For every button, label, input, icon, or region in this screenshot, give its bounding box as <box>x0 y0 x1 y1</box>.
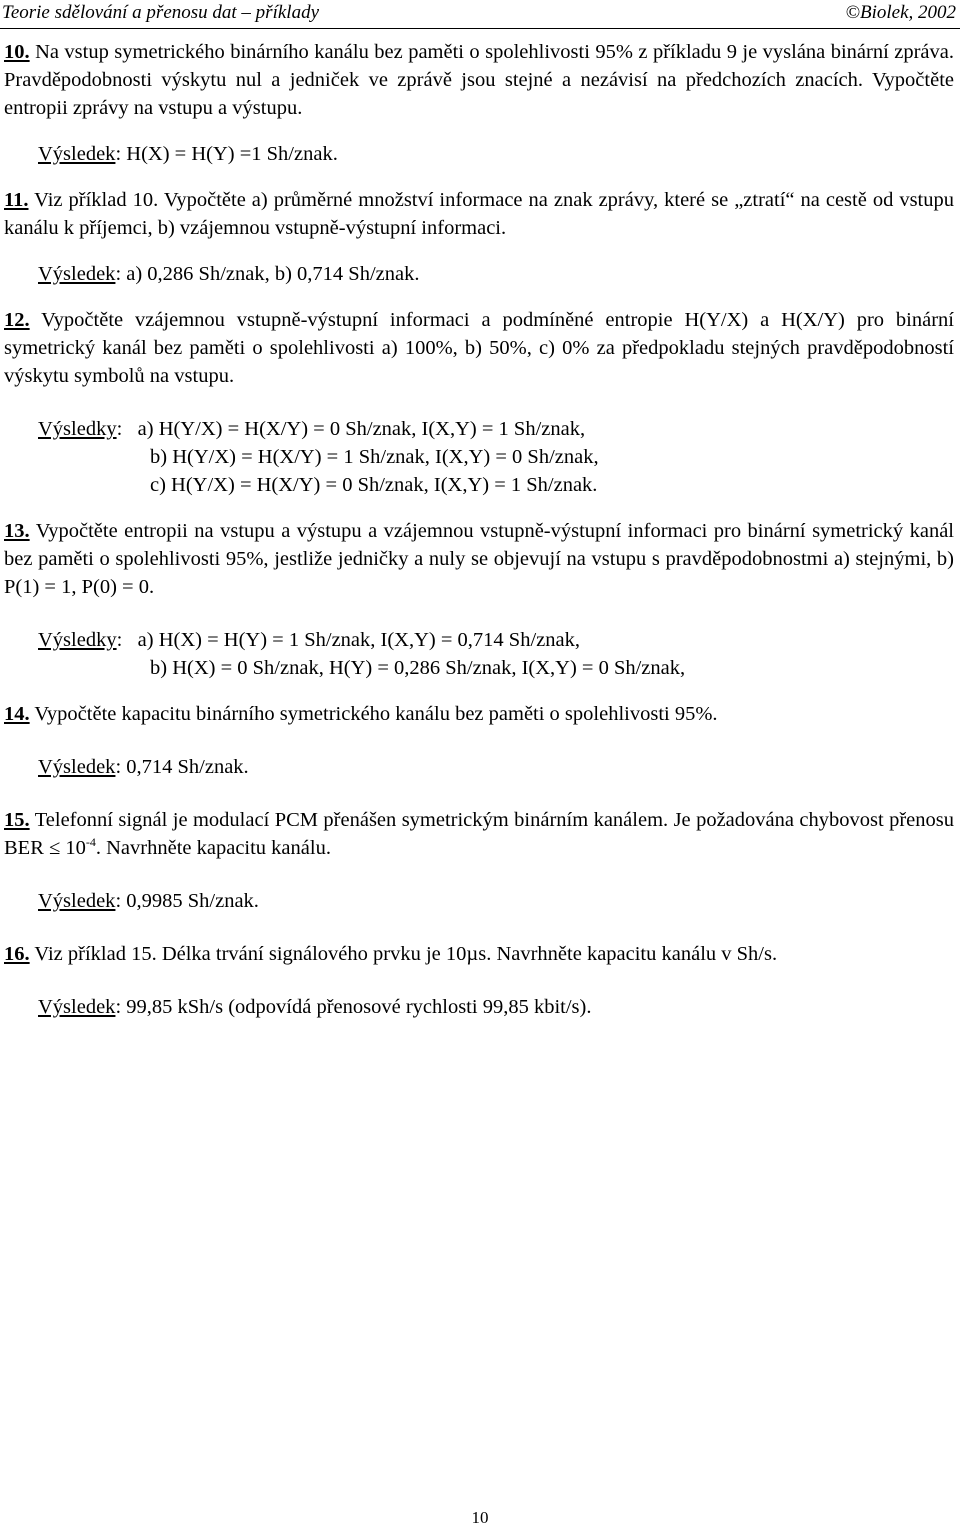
result-label: Výsledek <box>38 756 116 778</box>
result-16 <box>38 993 954 1021</box>
header-rule <box>0 28 960 29</box>
problem-14 <box>4 700 954 728</box>
result-text: : a) H(X) = H(Y) = 1 Sh/znak, I(X,Y) = 0,714 Sh/znak, <box>116 629 580 651</box>
result-label: Výsledek <box>38 263 116 285</box>
problem-text: Vypočtěte entropii na vstupu a výstupu a vzájemnou vstupně-výstupní informaci pro binární symetrický kanál bez paměti o spolehlivosti 95%, jestliže jedničky a nuly se objevují na vstupu s pravděpodobnostmi a) stejnými, b) P(1) = 1, P(0) = 0. <box>4 520 954 598</box>
problem-number: 14. <box>4 703 30 725</box>
problem-text: Vypočtěte vzájemnou vstupně-výstupní informaci a podmíněné entropie H(Y/X) a H(X/Y) pro binární symetrický kanál bez paměti o spolehlivosti a) 100%, b) 50%, c) 0% za předpokladu stejných pravděpodobností výskytu symbolů na vstupu. <box>4 309 954 387</box>
result-12-c: c) H(Y/X) = H(X/Y) = 0 Sh/znak, I(X,Y) = 1 Sh/znak. <box>150 474 598 496</box>
result-13-b: b) H(X) = 0 Sh/znak, H(Y) = 0,286 Sh/znak, I(X,Y) = 0 Sh/znak, <box>150 657 686 679</box>
exponent: -4 <box>85 835 96 849</box>
result-10 <box>38 140 954 168</box>
problem-15 <box>4 806 954 862</box>
problem-number: 11. <box>4 189 29 211</box>
problem-10 <box>4 38 954 122</box>
result-text: : 0,714 Sh/znak. <box>115 756 249 778</box>
problem-16 <box>4 940 954 968</box>
header-title: Teorie sdělování a přenosu dat – příklady <box>2 2 319 23</box>
result-label: Výsledek <box>38 996 116 1018</box>
problem-text: Vypočtěte kapacitu binárního symetrického kanálu bez paměti o spolehlivosti 95%. <box>34 703 718 725</box>
problem-12 <box>4 306 954 390</box>
result-label: Výsledek <box>38 143 116 165</box>
problem-text: Na vstup symetrického binárního kanálu bez paměti o spolehlivosti 95% z příkladu 9 je vyslána binární zpráva. Pravděpodobnosti výskytu nul a jedniček ve zprávě jsou stejné a nezávisí na předchozích znacích. Vypočtěte entropii zprávy na vstupu a výstupu. <box>4 41 954 119</box>
result-text: : a) 0,286 Sh/znak, b) 0,714 Sh/znak. <box>115 263 420 285</box>
result-text: : 99,85 kSh/s (odpovídá přenosové rychlosti 99,85 kbit/s). <box>115 996 592 1018</box>
result-label: Výsledek <box>38 890 116 912</box>
problem-number: 16. <box>4 943 30 965</box>
page-header <box>0 0 960 30</box>
problem-13 <box>4 517 954 601</box>
result-text: : 0,9985 Sh/znak. <box>115 890 259 912</box>
problem-11 <box>4 186 954 242</box>
problem-number: 10. <box>4 41 30 63</box>
document-body <box>4 38 954 1021</box>
header-copyright: ©Biolek, 2002 <box>845 2 956 23</box>
page-number: 10 <box>471 1508 489 1527</box>
problem-text-b: . Navrhněte kapacitu kanálu. <box>95 837 331 859</box>
result-11 <box>38 260 954 288</box>
problem-number: 13. <box>4 520 30 542</box>
result-label: Výsledky <box>38 418 117 440</box>
result-text: : a) H(Y/X) = H(X/Y) = 0 Sh/znak, I(X,Y) = 1 Sh/znak, <box>116 418 586 440</box>
result-14 <box>38 753 954 781</box>
problem-number: 15. <box>4 809 30 831</box>
result-12 <box>38 415 954 443</box>
result-text: : H(X) = H(Y) =1 Sh/znak. <box>115 143 338 165</box>
problem-number: 12. <box>4 309 30 331</box>
result-label: Výsledky <box>38 629 117 651</box>
problem-text: Viz příklad 10. Vypočtěte a) průměrné množství informace na znak zprávy, které se „ztratí“ na cestě od vstupu kanálu k příjemci, b) vzájemnou vstupně-výstupní informaci. <box>4 189 954 239</box>
result-15 <box>38 887 954 915</box>
problem-text-a: Telefonní signál je modulací PCM přenášen symetrickým binárním kanálem. Je požadována chybovost přenosu BER ≤ 10 <box>4 809 954 859</box>
result-13 <box>38 626 954 654</box>
problem-text: Viz příklad 15. Délka trvání signálového prvku je 10µs. Navrhněte kapacitu kanálu v Sh/s. <box>34 943 778 965</box>
result-12-b: b) H(Y/X) = H(X/Y) = 1 Sh/znak, I(X,Y) = 0 Sh/znak, <box>150 446 599 468</box>
